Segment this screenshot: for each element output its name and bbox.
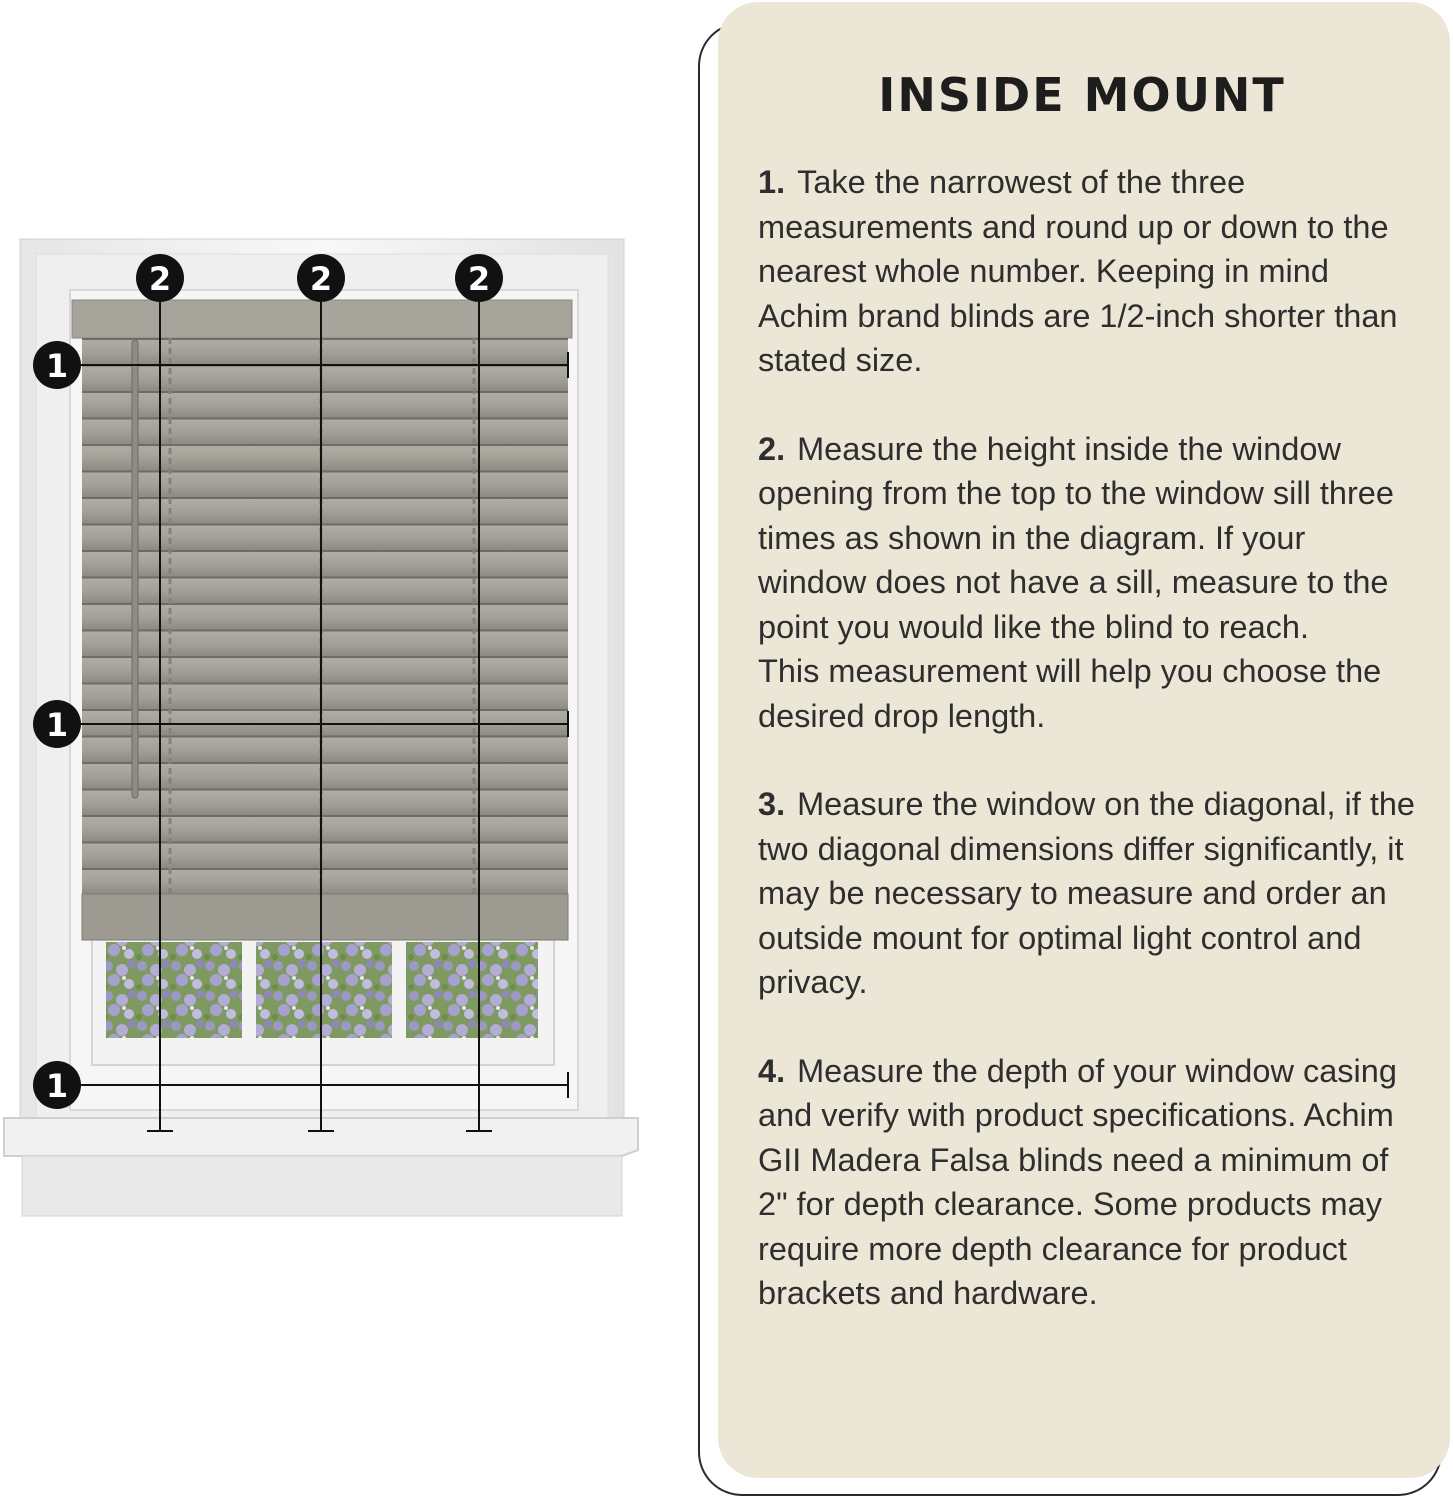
marker-1-middle	[33, 700, 81, 748]
blind-slat	[82, 709, 568, 736]
marker-2-left	[136, 254, 184, 302]
step-2	[758, 427, 1420, 739]
blind-slat	[82, 603, 568, 630]
marker-1-bottom	[33, 1061, 81, 1109]
card-title: INSIDE MOUNT	[878, 68, 1286, 122]
garden-pane-middle	[256, 942, 392, 1038]
blind-slats	[82, 338, 568, 924]
blind-slat	[82, 736, 568, 763]
blind-slat	[82, 815, 568, 842]
step-4	[758, 1049, 1420, 1316]
garden-pane-right	[406, 942, 538, 1038]
step-text: Measure the depth of your window casing and verify with product specifications. Achim GII Madera Falsa blinds need a minimum of 2" for depth clearance. Some products may require more depth clearance for product brackets and hardware.	[758, 1052, 1406, 1311]
blind-slat	[82, 418, 568, 445]
step-text: Measure the window on the diagonal, if the two diagonal dimensions differ significantly, it may be necessary to measure and order an outside mount for optimal light control and privacy.	[758, 786, 1425, 1000]
step-text: Measure the height inside the window opening from the top to the window sill three times as shown in the diagram. If your window does not have a sill, measure to the point you would like the blind to reach. This measurement will help you choose the desired drop length.	[758, 430, 1394, 734]
step-number: 1.	[758, 164, 786, 200]
step-1	[758, 160, 1420, 383]
marker-label: 1	[45, 1067, 69, 1105]
marker-label: 1	[45, 347, 69, 385]
blind-slat	[82, 868, 568, 894]
marker-2-middle	[297, 254, 345, 302]
step-number: 2.	[758, 430, 786, 467]
blind-slat	[82, 338, 568, 365]
blind-slat	[82, 577, 568, 604]
marker-label: 2	[148, 260, 172, 298]
blind-slat	[82, 391, 568, 418]
blind-slat	[82, 789, 568, 816]
garden-pane-left	[106, 942, 242, 1038]
blind-slat	[82, 497, 568, 524]
marker-1-top	[33, 341, 81, 389]
step-text: Take the narrowest of the three measurements and round up or down to the nearest whole number. Keeping in mind Achim brand blinds are 1/2-inch shorter than stated size.	[758, 164, 1407, 378]
blind-slat	[82, 471, 568, 498]
instructions-card	[718, 2, 1450, 1478]
step-number: 3.	[758, 786, 786, 822]
step-3	[758, 782, 1425, 1005]
marker-label: 1	[45, 706, 69, 744]
marker-2-right	[455, 254, 503, 302]
tilt-wand[interactable]	[132, 340, 138, 798]
blind-slat	[82, 842, 568, 869]
blind-bottom-rail	[82, 894, 568, 940]
marker-label: 2	[467, 260, 491, 298]
blind-slat	[82, 762, 568, 789]
blind-slat	[82, 630, 568, 657]
window-apron	[22, 1156, 622, 1216]
blind-slat	[82, 444, 568, 471]
blind-slat	[82, 365, 568, 392]
window-blind-diagram	[0, 0, 660, 1500]
blind-slat	[82, 550, 568, 577]
blind-slat	[82, 656, 568, 683]
marker-label: 2	[309, 260, 333, 298]
step-number: 4.	[758, 1052, 786, 1089]
blind-slat	[82, 524, 568, 551]
blind-slat	[82, 683, 568, 710]
